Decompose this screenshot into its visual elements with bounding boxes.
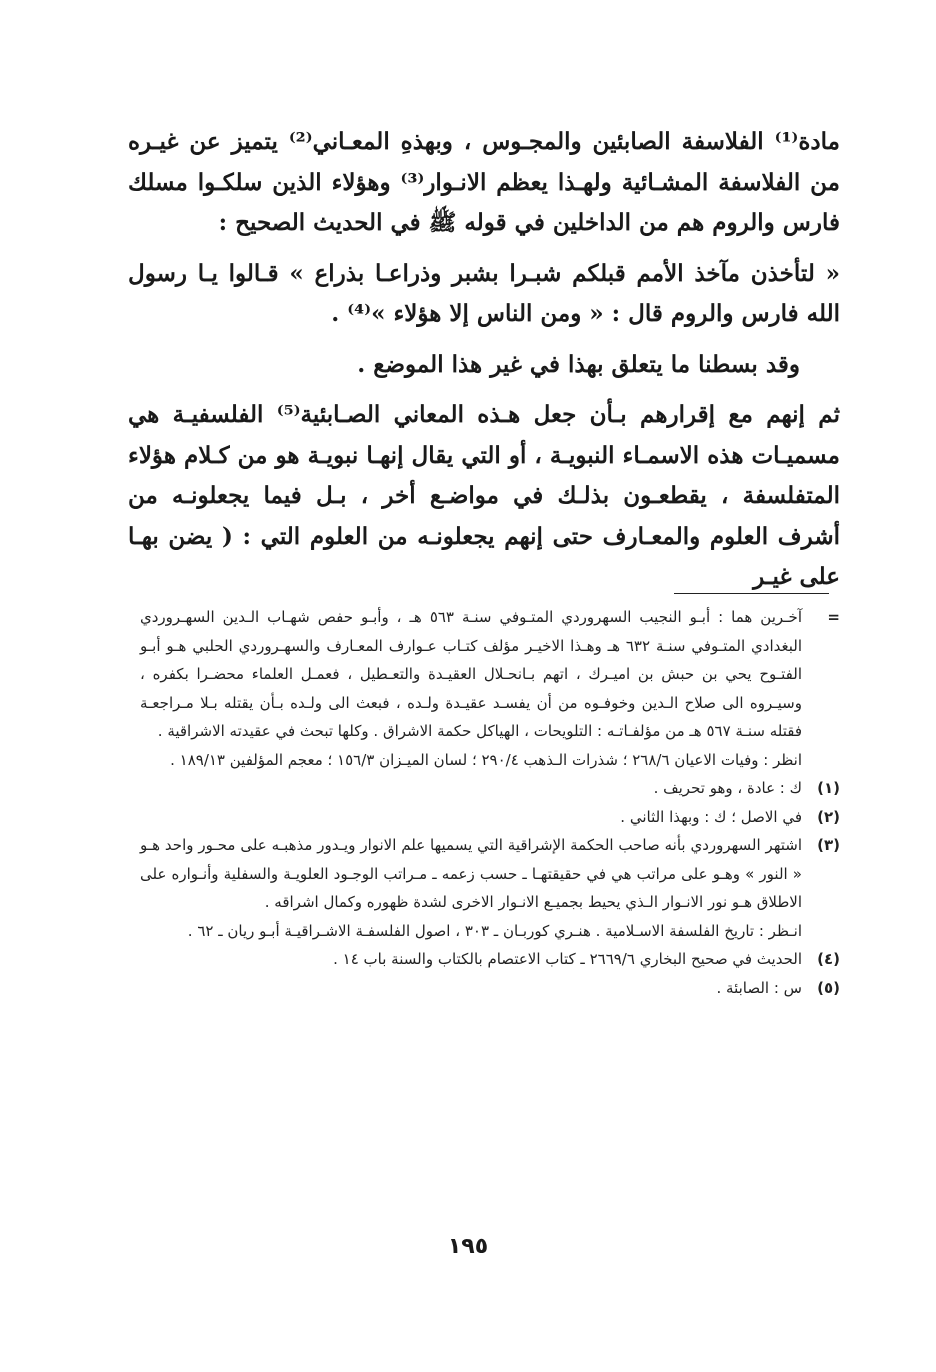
footnote-marker: (١) xyxy=(817,779,840,797)
paragraph-2: « لتأخذن مآخذ الأمم قبلكم شبـرا بشبر وذراعـا بذراع » قـالوا يـا رسول الله فارس والروم قال : « ومن الناس إلا هؤلاء »⁽⁴⁾ . xyxy=(128,259,840,327)
page-number: ١٩٥ xyxy=(447,1234,489,1259)
paragraph-3: وقد بسطنا ما يتعلق بهذا في غير هذا الموضع . xyxy=(357,350,800,378)
continuation-marker: = xyxy=(827,608,840,626)
footnote-text: ك : عادة ، وهو تحريف . xyxy=(653,779,802,797)
footnote-continuation-text: آخـرين هما : أبـو النجيب السهروردي المتـوفي سنـة ٥٦٣ هـ ، وأبـو حفص شهـاب الـدين السهـروردي البغدادي المتـوفي سنـة ٦٣٢ هـ وهـذا الاخيـر مؤلف كتـاب عـوارف المعـارف والسهـروردي الحلبي هـو أبـو الفتـوح يحي بن حبش بن اميـرك ، اتهم بـانحـلال العقيـدة والتعـطيل ، فعمـل العلماء محضـرا بكفره ، وسيـروه الى صلاح الـدين وخوفـوه من أن يفسـد عقيـدة ولـده ، فبعث الى ولـده بـأن يقتله بـلا مـراجعـة فقتله سنـة ٥٦٧ هـ من مؤلفـاتـه : التلويحات ، الهياكل حكمة الاشراق . وكلها تبحث في عقيدته الاشراقية . xyxy=(140,608,802,740)
footnote-marker: (٢) xyxy=(817,807,840,826)
footnote-marker: (٣) xyxy=(817,836,840,854)
footnote-3-ref xyxy=(140,917,840,946)
footnote-3 xyxy=(140,831,840,917)
footnote-1 xyxy=(140,774,840,803)
main-text xyxy=(128,122,840,598)
footnote-text: س : الصابئة . xyxy=(716,978,802,997)
footnote-continuation xyxy=(140,603,840,746)
footnote-text: في الاصل ؛ ك : وبهذا الثاني . xyxy=(620,807,802,826)
footnotes xyxy=(140,603,840,1002)
footnote-continuation-ref-text: انظر : وفيات الاعيان ٢٦٨/٦ ؛ شذرات الـذهب ٢٩٠/٤ ؛ لسان الميـزان ١٥٦/٣ ؛ معجم المؤلفين ١٨٩/١٣ . xyxy=(170,750,802,769)
footnote-text: انـظر : تاريخ الفلسفة الاسـلامية . هنـري كوربـان ـ ٣٠٣ ، اصول الفلسفـة الاشـراقيـة أبـو ريان ـ ٦٢ . xyxy=(187,921,802,940)
footnote-marker: (٥) xyxy=(817,978,840,997)
footnote-2 xyxy=(140,803,840,832)
paragraph-1: مادة⁽¹⁾ الفلاسفة الصابئين والمجـوس ، وبهذهِ المعـاني⁽²⁾ يتميز عن غيـره من الفلاسفة المشـائية ولهـذا يعظم الانـوار⁽³⁾ وهؤلاء الذين سلكـوا مسلك فارس والروم هم من الداخلين في قوله ﷺ في الحديث الصحيح : xyxy=(128,128,840,236)
footnote-4 xyxy=(140,945,840,974)
footnote-text: الحديث في صحيح البخاري ٢٦٦٩/٦ ـ كتاب الاعتصام بالكتاب والسنة باب ١٤ . xyxy=(333,950,802,968)
footnote-continuation-ref xyxy=(140,746,840,775)
footnote-separator xyxy=(674,593,829,594)
paragraph-4: ثم إنهم مع إقرارهم بـأن جعل هـذه المعاني الصـابئية⁽⁵⁾ الفلسفيـة هي مسميـات هذه الاسمـاء النبويـة ، أو التي يقال إنهـا نبويـة هو من كـلام هؤلاء المتفلسفة ، يقطعـون بذلـك في مواضـع أخر ، بـل فيما يجعلونـه من أشرف العلوم والمعـارف حتى إنهم يجعلونـه من العلوم التي : ( يضن بهـا على غيـر xyxy=(128,401,840,590)
footnote-text: اشتهر السهروردي بأنه صاحب الحكمة الإشراقية التي يسميها علم الانوار ويـدور مذهبـه على محـور واحد هـو « النور » وهـو على مراتب هي في حقيقتهـا ـ حسب زعمه ـ مـراتب الوجـود العلويـة والسفلية وأنـواره على الاطلاق هـو نور الانـوار الـذي يحيط بجميـع الانـوار الاخرى لشدة ظهوره وكمال اشراقه . xyxy=(140,836,802,911)
footnote-5 xyxy=(140,974,840,1003)
footnote-marker: (٤) xyxy=(817,950,840,968)
